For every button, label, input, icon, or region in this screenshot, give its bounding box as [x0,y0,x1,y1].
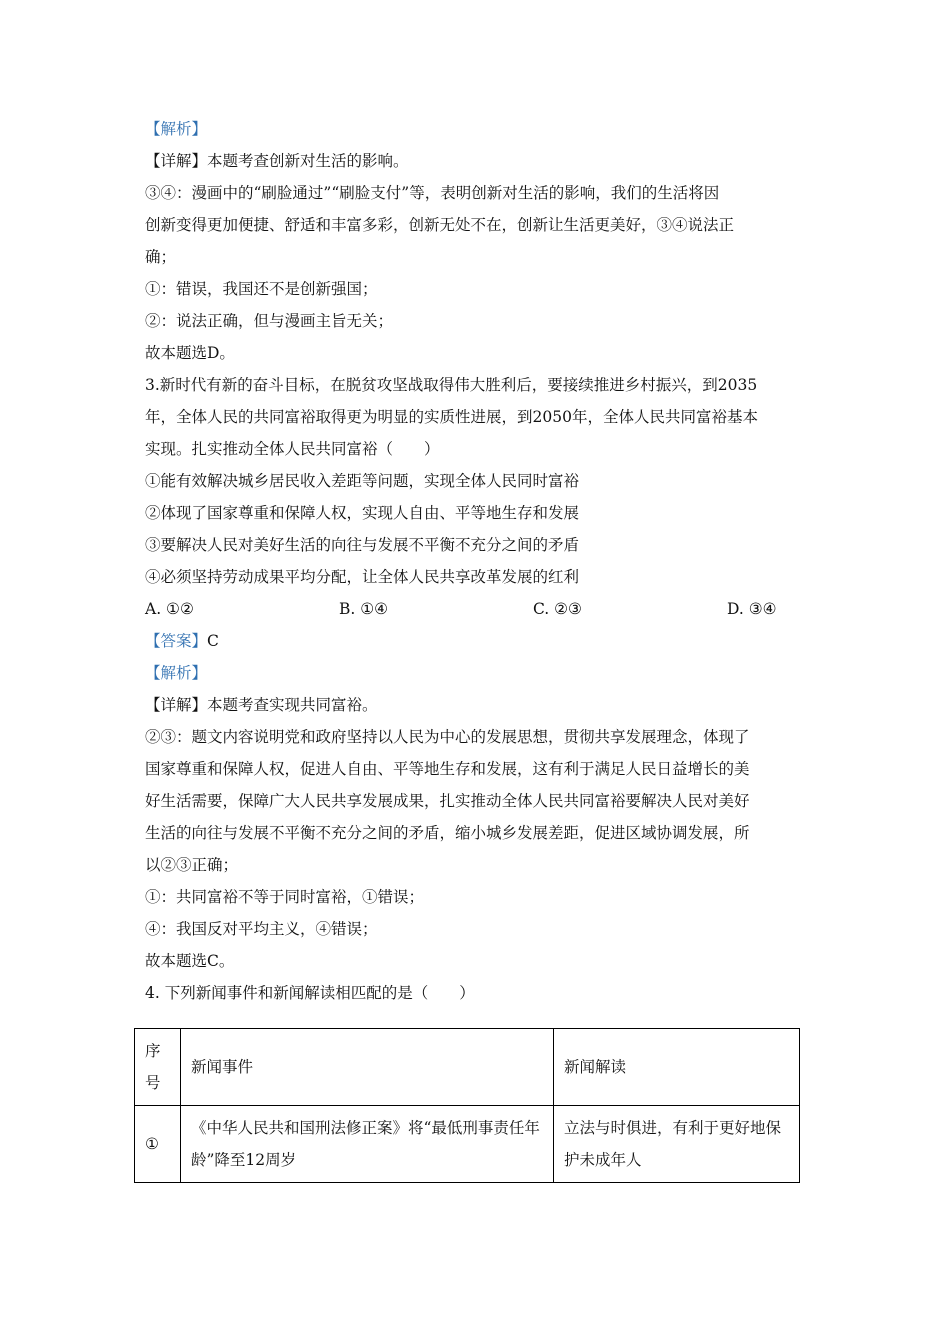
q3-detail-text: 本题考查实现共同富裕。 [207,696,378,714]
q3-analysis-tag: 【解析】 [145,664,208,682]
table-row [135,1106,800,1183]
q2-explanation-line: ②：说法正确，但与漫画主旨无关； [145,312,394,330]
q3-option-a: A. ①② [145,600,194,618]
header-cell-reading: 新闻解读 [554,1029,800,1106]
q2-analysis-tag: 【解析】 [145,120,208,138]
table-header-row [135,1029,800,1106]
q3-stem-line: 实现。扎实推动全体人民共同富裕（ ） [145,440,440,458]
q2-detail-text: 本题考查创新对生活的影响。 [207,152,409,170]
header-cell-number: 序号 [135,1029,181,1106]
q3-explanation-line: ④：我国反对平均主义，④错误； [145,920,378,938]
q3-stem-line: 年，全体人民的共同富裕取得更为明显的实质性进展，到2050年，全体人民共同富裕基本 [145,408,758,426]
q2-conclusion: 故本题选D。 [145,344,235,362]
q3-detail [145,689,810,721]
q3-stem-line: 3.新时代有新的奋斗目标，在脱贫攻坚战取得伟大胜利后，要接续推进乡村振兴，到2035 [145,376,758,394]
q2-explanation-line: ①：错误，我国还不是创新强国； [145,280,378,298]
q3-option-b: B. ①④ [339,600,389,618]
q3-statement: ②体现了国家尊重和保障人权，实现人自由、平等地生存和发展 [145,504,580,522]
q3-answer [145,625,810,657]
q3-conclusion: 故本题选C。 [145,952,235,970]
q3-answer-value: C [207,632,219,650]
q3-detail-tag: 【详解】 [145,696,208,714]
row-event: 《中华人民共和国刑法修正案》将“最低刑事责任年龄”降至12周岁 [181,1106,554,1183]
q3-statement: ④必须坚持劳动成果平均分配，让全体人民共享改革发展的红利 [145,568,580,586]
q3-explanation-line: 国家尊重和保障人权，促进人自由、平等地生存和发展，这有利于满足人民日益增长的美 [145,760,750,778]
row-reading: 立法与时俱进，有利于更好地保护未成年人 [554,1106,800,1183]
q3-explanation-line: ②③：题文内容说明党和政府坚持以人民为中心的发展思想，贯彻共享发展理念，体现了 [145,728,750,746]
q2-detail [145,145,810,177]
row-number: ① [135,1106,181,1183]
q2-explanation-line: 确； [145,248,177,266]
q3-option-c: C. ②③ [533,600,582,618]
q3-explanation-line: ①：共同富裕不等于同时富裕，①错误； [145,888,425,906]
q3-options [145,593,810,625]
q3-option-d: D. ③④ [727,600,777,618]
q3-explanation-line: 好生活需要，保障广大人民共享发展成果，扎实推动全体人民共同富裕要解决人民对美好 [145,792,750,810]
document-body [145,113,810,1009]
q2-explanation-line: 创新变得更加便捷、舒适和丰富多彩，创新无处不在，创新让生活更美好，③④说法正 [145,216,735,234]
q3-answer-tag: 【答案】 [145,632,208,650]
q3-statement: ③要解决人民对美好生活的向往与发展不平衡不充分之间的矛盾 [145,536,580,554]
header-cell-event: 新闻事件 [181,1029,554,1106]
q3-statement: ①能有效解决城乡居民收入差距等问题，实现全体人民同时富裕 [145,472,580,490]
q3-explanation-line: 生活的向往与发展不平衡不充分之间的矛盾，缩小城乡发展差距，促进区域协调发展，所 [145,824,750,842]
news-table [134,1028,800,1183]
q4-stem: 4. 下列新闻事件和新闻解读相匹配的是（ ） [145,984,475,1002]
q2-explanation-line: ③④：漫画中的“刷脸通过”“刷脸支付”等，表明创新对生活的影响，我们的生活将因 [145,184,720,202]
q2-detail-tag: 【详解】 [145,152,208,170]
q3-explanation-line: 以②③正确； [145,856,239,874]
